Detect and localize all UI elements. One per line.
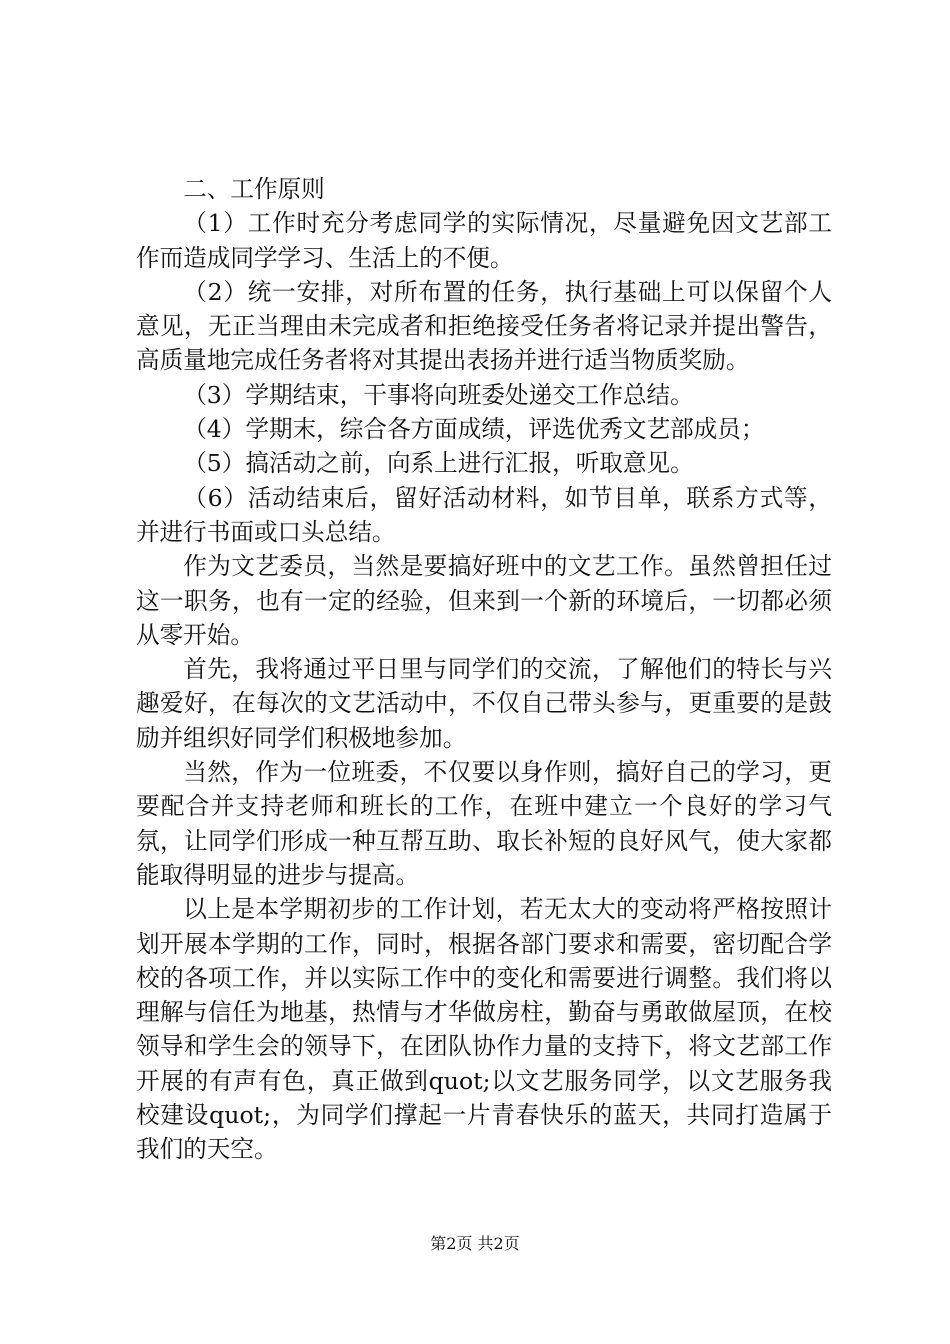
body-paragraph: 作为文艺委员，当然是要搞好班中的文艺工作。虽然曾担任过这一职务，也有一定的经验，但来到一个新的环境后，一切都必须从零开始。 bbox=[136, 552, 832, 649]
body-paragraph: 当然，作为一位班委，不仅要以身作则，搞好自己的学习，更要配合并支持老师和班长的工作，在班中建立一个良好的学习气氛，让同学们形成一种互帮互助、取长补短的良好风气，使大家都能取得明显的进步与提高。 bbox=[136, 758, 832, 889]
principle-item-3: （3）学期结束，干事将向班委处递交工作总结。 bbox=[183, 380, 694, 409]
principle-item-4: （4）学期末，综合各方面成绩，评选优秀文艺部成员； bbox=[183, 415, 765, 444]
document-body bbox=[136, 172, 832, 1167]
section-heading: 二、工作原则 bbox=[183, 175, 325, 203]
page-number-footer: 第2页 共2页 bbox=[430, 1234, 520, 1253]
principle-item-1: （1）工作时充分考虑同学的实际情况，尽量避免因文艺部工作而造成同学学习、生活上的不便。 bbox=[136, 209, 832, 272]
principle-item-6: （6）活动结束后，留好活动材料，如节目单，联系方式等，并进行书面或口头总结。 bbox=[136, 483, 832, 546]
body-paragraph: 首先，我将通过平日里与同学们的交流，了解他们的特长与兴趣爱好，在每次的文艺活动中，不仅自己带头参与，更重要的是鼓励并组织好同学们积极地参加。 bbox=[136, 655, 832, 752]
body-paragraph: 以上是本学期初步的工作计划，若无太大的变动将严格按照计划开展本学期的工作，同时，根据各部门要求和需要，密切配合学校的各项工作，并以实际工作中的变化和需要进行调整。我们将以理解与信任为地基，热情与才华做房柱，勤奋与勇敢做屋顶，在校领导和学生会的领导下，在团队协作力量的支持下，将文艺部工作开展的有声有色，真正做到quot;以文艺服务同学，以文艺服务我校建设quot;，为同学们撑起一片青春快乐的蓝天，共同打造属于我们的天空。 bbox=[136, 895, 832, 1164]
principle-item-5: （5）搞活动之前，向系上进行汇报，听取意见。 bbox=[183, 449, 694, 478]
principle-item-2: （2）统一安排，对所布置的任务，执行基础上可以保留个人意见，无正当理由未完成者和拒绝接受任务者将记录并提出警告，高质量地完成任务者将对其提出表扬并进行适当物质奖励。 bbox=[136, 277, 832, 375]
